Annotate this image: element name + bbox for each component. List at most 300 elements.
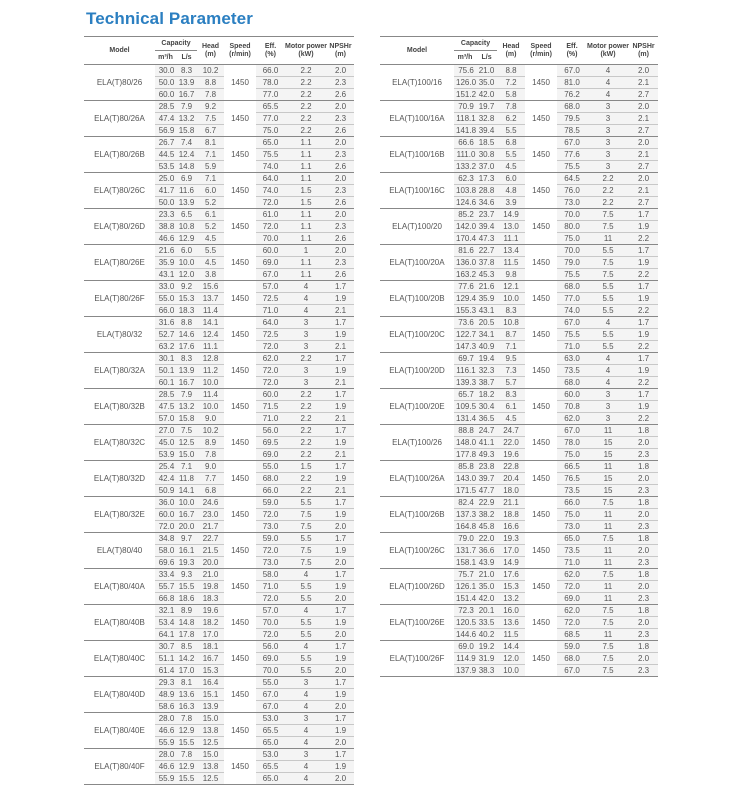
capacity-m3h-cell: 72.3 bbox=[454, 605, 476, 617]
capacity-ls-cell: 47.7 bbox=[476, 485, 497, 497]
motor-power-cell: 3 bbox=[285, 341, 327, 353]
eff-cell: 75.5 bbox=[557, 269, 587, 281]
eff-cell: 72.0 bbox=[256, 365, 285, 377]
capacity-m3h-cell: 43.1 bbox=[155, 269, 176, 281]
motor-power-cell: 1.1 bbox=[285, 149, 327, 161]
motor-power-cell: 3 bbox=[587, 149, 629, 161]
npshr-cell: 1.8 bbox=[629, 641, 658, 653]
motor-power-cell: 1.1 bbox=[285, 269, 327, 281]
capacity-m3h-cell: 33.4 bbox=[155, 569, 176, 581]
capacity-ls-cell: 15.0 bbox=[176, 449, 197, 461]
motor-power-cell: 2.2 bbox=[285, 89, 327, 101]
eff-cell: 72.0 bbox=[557, 581, 587, 593]
model-name: ELA(T)80/32E bbox=[84, 497, 155, 533]
speed-value: 1450 bbox=[525, 461, 557, 497]
npshr-cell: 1.9 bbox=[327, 473, 354, 485]
model-name: ELA(T)100/20C bbox=[380, 317, 454, 353]
eff-cell: 62.0 bbox=[557, 569, 587, 581]
eff-cell: 53.0 bbox=[256, 749, 285, 761]
speed-value: 1450 bbox=[224, 497, 256, 533]
capacity-ls-cell: 49.3 bbox=[476, 449, 497, 461]
capacity-ls-cell: 24.7 bbox=[476, 425, 497, 437]
capacity-ls-cell: 20.1 bbox=[476, 605, 497, 617]
npshr-cell: 2.0 bbox=[629, 653, 658, 665]
head-cell: 15.0 bbox=[197, 749, 224, 761]
table-row bbox=[380, 281, 658, 293]
capacity-ls-cell: 45.3 bbox=[476, 269, 497, 281]
npshr-cell: 1.9 bbox=[629, 257, 658, 269]
head-cell: 12.5 bbox=[197, 737, 224, 749]
npshr-cell: 2.0 bbox=[629, 137, 658, 149]
motor-power-cell: 2.2 bbox=[587, 173, 629, 185]
eff-cell: 70.0 bbox=[557, 209, 587, 221]
capacity-m3h-cell: 66.0 bbox=[155, 305, 176, 317]
speed-value: 1450 bbox=[525, 101, 557, 137]
motor-power-cell: 1 bbox=[285, 245, 327, 257]
head-cell: 7.7 bbox=[197, 473, 224, 485]
eff-cell: 72.0 bbox=[256, 221, 285, 233]
eff-cell: 68.5 bbox=[557, 629, 587, 641]
capacity-ls-cell: 16.7 bbox=[176, 89, 197, 101]
capacity-ls-cell: 13.2 bbox=[176, 113, 197, 125]
eff-cell: 72.0 bbox=[256, 629, 285, 641]
eff-cell: 66.0 bbox=[256, 65, 285, 77]
table-row bbox=[84, 641, 354, 653]
npshr-cell: 2.1 bbox=[327, 485, 354, 497]
capacity-m3h-cell: 50.0 bbox=[155, 197, 176, 209]
left-parameter-table bbox=[84, 36, 354, 785]
npshr-cell: 1.8 bbox=[629, 497, 658, 509]
head-cell: 16.7 bbox=[197, 653, 224, 665]
npshr-cell: 1.9 bbox=[327, 545, 354, 557]
speed-value: 1450 bbox=[224, 713, 256, 749]
capacity-m3h-cell: 31.6 bbox=[155, 317, 176, 329]
npshr-cell: 2.3 bbox=[327, 257, 354, 269]
head-cell: 4.5 bbox=[197, 257, 224, 269]
header-capacity: Capacity bbox=[454, 37, 497, 51]
eff-cell: 69.0 bbox=[256, 653, 285, 665]
eff-cell: 65.5 bbox=[256, 101, 285, 113]
capacity-m3h-cell: 118.1 bbox=[454, 113, 476, 125]
capacity-m3h-cell: 137.9 bbox=[456, 666, 477, 675]
capacity-m3h-cell: 129.4 bbox=[456, 294, 477, 303]
header-model: Model bbox=[380, 37, 454, 65]
header-head: Head (m) bbox=[197, 37, 224, 65]
motor-power-cell: 1.5 bbox=[285, 185, 327, 197]
head-cell: 7.1 bbox=[497, 341, 525, 353]
capacity-ls-cell: 12.9 bbox=[176, 725, 197, 737]
head-cell: 13.9 bbox=[197, 701, 224, 713]
head-cell: 9.2 bbox=[197, 101, 224, 113]
eff-cell: 71.0 bbox=[256, 581, 285, 593]
model-name: ELA(T)100/16B bbox=[380, 137, 454, 173]
head-cell: 18.2 bbox=[197, 617, 224, 629]
table-row bbox=[84, 425, 354, 437]
table-row bbox=[380, 353, 658, 365]
head-cell: 15.0 bbox=[197, 713, 224, 725]
head-cell: 5.9 bbox=[197, 161, 224, 173]
npshr-cell: 2.0 bbox=[629, 545, 658, 557]
capacity-ls-cell: 37.8 bbox=[476, 257, 497, 269]
npshr-cell: 1.7 bbox=[629, 353, 658, 365]
capacity-ls-cell: 7.4 bbox=[176, 137, 197, 149]
capacity-m3h-cell: 131.4 bbox=[456, 414, 477, 423]
npshr-cell: 1.9 bbox=[327, 617, 354, 629]
table-row bbox=[380, 533, 658, 545]
eff-cell: 75.5 bbox=[557, 329, 587, 341]
head-cell: 21.7 bbox=[197, 521, 224, 533]
npshr-cell: 2.3 bbox=[629, 485, 658, 497]
capacity-m3h-cell: 46.6 bbox=[155, 725, 176, 737]
motor-power-cell: 4 bbox=[587, 317, 629, 329]
model-name: ELA(T)80/40B bbox=[84, 605, 155, 641]
capacity-m3h-cell: 25.0 bbox=[155, 173, 176, 185]
npshr-cell: 1.7 bbox=[629, 281, 658, 293]
eff-cell: 75.5 bbox=[557, 161, 587, 173]
capacity-ls-cell: 32.8 bbox=[476, 113, 497, 125]
model-name: ELA(T)80/32D bbox=[84, 461, 155, 497]
capacity-m3h-cell: 122.7 bbox=[456, 330, 477, 339]
capacity-ls-cell: 13.6 bbox=[176, 689, 197, 701]
npshr-cell: 2.3 bbox=[629, 557, 658, 569]
head-cell: 19.6 bbox=[497, 449, 525, 461]
eff-cell: 71.0 bbox=[256, 413, 285, 425]
motor-power-cell: 11 bbox=[587, 509, 629, 521]
npshr-cell: 1.9 bbox=[629, 293, 658, 305]
npshr-cell: 2.7 bbox=[629, 125, 658, 137]
capacity-m3h-cell: 53.4 bbox=[155, 617, 176, 629]
head-cell: 5.7 bbox=[497, 377, 525, 389]
capacity-m3h-cell: 42.4 bbox=[155, 473, 176, 485]
capacity-m3h-cell: 60.1 bbox=[155, 377, 176, 389]
eff-cell: 72.0 bbox=[256, 197, 285, 209]
capacity-m3h-cell: 25.4 bbox=[155, 461, 176, 473]
model-name: ELA(T)80/26C bbox=[84, 173, 155, 209]
npshr-cell: 2.1 bbox=[327, 341, 354, 353]
speed-value: 1450 bbox=[525, 605, 557, 641]
model-name: ELA(T)80/32B bbox=[84, 389, 155, 425]
eff-cell: 61.0 bbox=[256, 209, 285, 221]
table-row bbox=[84, 173, 354, 185]
npshr-cell: 1.7 bbox=[327, 281, 354, 293]
head-cell: 12.4 bbox=[197, 329, 224, 341]
capacity-ls-cell: 7.8 bbox=[176, 749, 197, 761]
motor-power-cell: 3 bbox=[587, 125, 629, 137]
table-row bbox=[84, 353, 354, 365]
table-row bbox=[380, 137, 658, 149]
capacity-m3h-cell: 114.9 bbox=[454, 653, 476, 665]
head-cell: 13.2 bbox=[497, 593, 525, 605]
npshr-cell: 1.8 bbox=[629, 605, 658, 617]
speed-value: 1450 bbox=[525, 497, 557, 533]
capacity-ls-cell: 14.8 bbox=[176, 617, 197, 629]
capacity-m3h-cell: 50.0 bbox=[155, 77, 176, 89]
capacity-ls-cell: 38.7 bbox=[476, 377, 497, 389]
header-capacity-m3h: m³/h bbox=[155, 51, 176, 65]
eff-cell: 72.0 bbox=[256, 509, 285, 521]
head-cell: 13.6 bbox=[497, 617, 525, 629]
table-row bbox=[84, 281, 354, 293]
eff-cell: 70.0 bbox=[256, 617, 285, 629]
capacity-m3h-cell: 61.4 bbox=[155, 665, 176, 677]
npshr-cell: 2.0 bbox=[327, 773, 354, 785]
motor-power-cell: 4 bbox=[285, 305, 327, 317]
head-cell: 18.8 bbox=[497, 509, 525, 521]
motor-power-cell: 2.2 bbox=[285, 125, 327, 137]
motor-power-cell: 11 bbox=[587, 521, 629, 533]
npshr-cell: 1.8 bbox=[629, 461, 658, 473]
npshr-cell: 2.1 bbox=[629, 149, 658, 161]
capacity-ls-cell: 13.2 bbox=[176, 401, 197, 413]
head-cell: 14.9 bbox=[497, 557, 525, 569]
motor-power-cell: 4 bbox=[285, 725, 327, 737]
npshr-cell: 1.7 bbox=[629, 209, 658, 221]
capacity-m3h-cell: 48.9 bbox=[155, 689, 176, 701]
capacity-m3h-cell: 28.0 bbox=[155, 713, 176, 725]
eff-cell: 67.0 bbox=[256, 689, 285, 701]
npshr-cell: 2.0 bbox=[327, 737, 354, 749]
capacity-ls-cell: 37.0 bbox=[476, 161, 497, 173]
capacity-ls-cell: 8.3 bbox=[176, 65, 197, 77]
capacity-ls-cell: 12.4 bbox=[176, 149, 197, 161]
capacity-ls-cell: 23.7 bbox=[476, 209, 497, 221]
eff-cell: 74.0 bbox=[557, 305, 587, 317]
eff-cell: 77.0 bbox=[557, 293, 587, 305]
eff-cell: 72.0 bbox=[557, 617, 587, 629]
capacity-m3h-cell: 81.6 bbox=[454, 245, 476, 257]
capacity-m3h-cell: 27.0 bbox=[155, 425, 176, 437]
npshr-cell: 2.0 bbox=[629, 473, 658, 485]
head-cell: 14.9 bbox=[497, 209, 525, 221]
capacity-m3h-cell: 46.6 bbox=[155, 233, 176, 245]
npshr-cell: 2.3 bbox=[629, 593, 658, 605]
eff-cell: 75.0 bbox=[557, 233, 587, 245]
capacity-m3h-cell: 44.5 bbox=[155, 149, 176, 161]
npshr-cell: 1.9 bbox=[327, 725, 354, 737]
motor-power-cell: 2.2 bbox=[285, 389, 327, 401]
model-name: ELA(T)100/16A bbox=[380, 101, 454, 137]
motor-power-cell: 2.2 bbox=[285, 65, 327, 77]
eff-cell: 75.5 bbox=[256, 149, 285, 161]
capacity-m3h-cell: 75.6 bbox=[454, 65, 476, 77]
npshr-cell: 1.9 bbox=[327, 329, 354, 341]
head-cell: 3.9 bbox=[497, 197, 525, 209]
npshr-cell: 1.9 bbox=[629, 401, 658, 413]
eff-cell: 64.5 bbox=[557, 173, 587, 185]
npshr-cell: 2.2 bbox=[629, 269, 658, 281]
capacity-ls-cell: 15.8 bbox=[176, 125, 197, 137]
head-cell: 5.5 bbox=[497, 125, 525, 137]
head-cell: 10.0 bbox=[197, 377, 224, 389]
capacity-m3h-cell: 69.0 bbox=[454, 641, 476, 653]
eff-cell: 78.0 bbox=[557, 437, 587, 449]
capacity-m3h-cell: 63.2 bbox=[155, 341, 176, 353]
eff-cell: 70.0 bbox=[557, 245, 587, 257]
npshr-cell: 2.6 bbox=[327, 197, 354, 209]
capacity-ls-cell: 6.0 bbox=[176, 245, 197, 257]
npshr-cell: 1.7 bbox=[327, 677, 354, 689]
eff-cell: 67.0 bbox=[256, 701, 285, 713]
capacity-m3h-cell: 50.1 bbox=[155, 365, 176, 377]
capacity-ls-cell: 16.7 bbox=[176, 377, 197, 389]
npshr-cell: 2.2 bbox=[629, 305, 658, 317]
head-cell: 4.5 bbox=[197, 233, 224, 245]
capacity-m3h-cell: 28.0 bbox=[155, 749, 176, 761]
capacity-m3h-cell: 30.1 bbox=[155, 353, 176, 365]
capacity-ls-cell: 39.7 bbox=[476, 473, 497, 485]
capacity-m3h-cell: 64.1 bbox=[155, 629, 176, 641]
npshr-cell: 1.7 bbox=[327, 461, 354, 473]
capacity-ls-cell: 23.8 bbox=[476, 461, 497, 473]
capacity-m3h-cell: 171.5 bbox=[456, 486, 477, 495]
page-title: Technical Parameter bbox=[86, 9, 253, 28]
eff-cell: 67.0 bbox=[557, 317, 587, 329]
npshr-cell: 2.3 bbox=[327, 113, 354, 125]
motor-power-cell: 4 bbox=[285, 641, 327, 653]
capacity-m3h-cell: 131.7 bbox=[456, 546, 477, 555]
eff-cell: 66.0 bbox=[557, 497, 587, 509]
capacity-ls-cell: 15.3 bbox=[176, 293, 197, 305]
eff-cell: 68.0 bbox=[256, 473, 285, 485]
eff-cell: 56.0 bbox=[256, 425, 285, 437]
head-cell: 14.1 bbox=[197, 317, 224, 329]
capacity-m3h-cell: 50.9 bbox=[155, 485, 176, 497]
npshr-cell: 2.2 bbox=[629, 377, 658, 389]
capacity-ls-cell: 19.7 bbox=[476, 101, 497, 113]
capacity-ls-cell: 10.0 bbox=[176, 257, 197, 269]
motor-power-cell: 4 bbox=[285, 689, 327, 701]
right-parameter-table bbox=[380, 36, 658, 677]
capacity-m3h-cell: 136.0 bbox=[456, 258, 477, 267]
table-row bbox=[84, 65, 354, 77]
header-eff: Eff. (%) bbox=[557, 37, 587, 65]
npshr-cell: 1.8 bbox=[629, 569, 658, 581]
npshr-cell: 1.7 bbox=[327, 389, 354, 401]
eff-cell: 68.0 bbox=[557, 101, 587, 113]
npshr-cell: 2.3 bbox=[629, 665, 658, 677]
capacity-m3h-cell: 142.0 bbox=[456, 222, 477, 231]
head-cell: 22.0 bbox=[497, 437, 525, 449]
motor-power-cell: 2.2 bbox=[285, 353, 327, 365]
head-cell: 7.1 bbox=[197, 173, 224, 185]
head-cell: 12.8 bbox=[197, 353, 224, 365]
npshr-cell: 1.9 bbox=[327, 761, 354, 773]
npshr-cell: 2.6 bbox=[327, 125, 354, 137]
speed-value: 1450 bbox=[224, 533, 256, 569]
motor-power-cell: 1.1 bbox=[285, 257, 327, 269]
npshr-cell: 1.9 bbox=[327, 401, 354, 413]
eff-cell: 67.0 bbox=[557, 65, 587, 77]
table-row bbox=[380, 173, 658, 185]
motor-power-cell: 3 bbox=[285, 749, 327, 761]
eff-cell: 62.0 bbox=[256, 353, 285, 365]
table-row bbox=[380, 497, 658, 509]
capacity-ls-cell: 28.8 bbox=[476, 185, 497, 197]
capacity-ls-cell: 21.6 bbox=[476, 281, 497, 293]
speed-value: 1450 bbox=[525, 65, 557, 101]
motor-power-cell: 2.2 bbox=[285, 425, 327, 437]
npshr-cell: 2.1 bbox=[629, 77, 658, 89]
speed-value: 1450 bbox=[224, 389, 256, 425]
model-name: ELA(T)80/32A bbox=[84, 353, 155, 389]
speed-value: 1450 bbox=[224, 641, 256, 677]
head-cell: 12.0 bbox=[497, 653, 525, 665]
head-cell: 8.1 bbox=[197, 137, 224, 149]
npshr-cell: 1.9 bbox=[327, 689, 354, 701]
head-cell: 23.0 bbox=[197, 509, 224, 521]
capacity-m3h-cell: 103.8 bbox=[456, 186, 477, 195]
head-cell: 20.4 bbox=[497, 473, 525, 485]
head-cell: 5.2 bbox=[197, 197, 224, 209]
speed-value: 1450 bbox=[224, 749, 256, 785]
motor-power-cell: 7.5 bbox=[587, 533, 629, 545]
eff-cell: 69.5 bbox=[256, 437, 285, 449]
capacity-m3h-cell: 111.0 bbox=[454, 149, 476, 161]
npshr-cell: 2.1 bbox=[327, 305, 354, 317]
head-cell: 11.1 bbox=[497, 233, 525, 245]
motor-power-cell: 15 bbox=[587, 437, 629, 449]
motor-power-cell: 4 bbox=[587, 365, 629, 377]
model-name: ELA(T)80/32C bbox=[84, 425, 155, 461]
motor-power-cell: 7.5 bbox=[587, 221, 629, 233]
head-cell: 13.7 bbox=[197, 293, 224, 305]
capacity-ls-cell: 19.2 bbox=[476, 641, 497, 653]
motor-power-cell: 11 bbox=[587, 557, 629, 569]
eff-cell: 68.0 bbox=[557, 653, 587, 665]
head-cell: 19.8 bbox=[197, 581, 224, 593]
header-eff: Eff. (%) bbox=[256, 37, 285, 65]
capacity-ls-cell: 21.0 bbox=[476, 569, 497, 581]
motor-power-cell: 5.5 bbox=[587, 281, 629, 293]
capacity-m3h-cell: 85.8 bbox=[454, 461, 476, 473]
motor-power-cell: 2.2 bbox=[285, 437, 327, 449]
eff-cell: 71.0 bbox=[557, 557, 587, 569]
motor-power-cell: 7.5 bbox=[587, 257, 629, 269]
head-cell: 15.3 bbox=[197, 665, 224, 677]
eff-cell: 70.0 bbox=[256, 233, 285, 245]
model-name: ELA(T)100/26 bbox=[380, 425, 454, 461]
eff-cell: 72.0 bbox=[256, 341, 285, 353]
head-cell: 11.2 bbox=[197, 365, 224, 377]
eff-cell: 53.0 bbox=[256, 713, 285, 725]
capacity-m3h-cell: 151.4 bbox=[456, 594, 477, 603]
motor-power-cell: 1.1 bbox=[285, 173, 327, 185]
motor-power-cell: 7.5 bbox=[587, 641, 629, 653]
motor-power-cell: 3 bbox=[285, 329, 327, 341]
eff-cell: 64.0 bbox=[256, 317, 285, 329]
capacity-ls-cell: 11.8 bbox=[176, 473, 197, 485]
eff-cell: 72.0 bbox=[256, 593, 285, 605]
motor-power-cell: 7.5 bbox=[587, 269, 629, 281]
head-cell: 11.5 bbox=[497, 629, 525, 641]
table-row bbox=[84, 749, 354, 761]
head-cell: 9.5 bbox=[497, 353, 525, 365]
motor-power-cell: 4 bbox=[285, 281, 327, 293]
speed-value: 1450 bbox=[224, 137, 256, 173]
capacity-m3h-cell: 60.0 bbox=[155, 89, 176, 101]
capacity-ls-cell: 39.4 bbox=[476, 221, 497, 233]
head-cell: 6.8 bbox=[197, 485, 224, 497]
capacity-ls-cell: 17.8 bbox=[176, 629, 197, 641]
model-name: ELA(T)80/26B bbox=[84, 137, 155, 173]
eff-cell: 62.0 bbox=[557, 413, 587, 425]
eff-cell: 72.0 bbox=[256, 377, 285, 389]
eff-cell: 65.0 bbox=[256, 773, 285, 785]
capacity-ls-cell: 15.5 bbox=[176, 581, 197, 593]
head-cell: 16.4 bbox=[197, 677, 224, 689]
capacity-ls-cell: 9.3 bbox=[176, 569, 197, 581]
capacity-m3h-cell: 164.8 bbox=[456, 522, 477, 531]
